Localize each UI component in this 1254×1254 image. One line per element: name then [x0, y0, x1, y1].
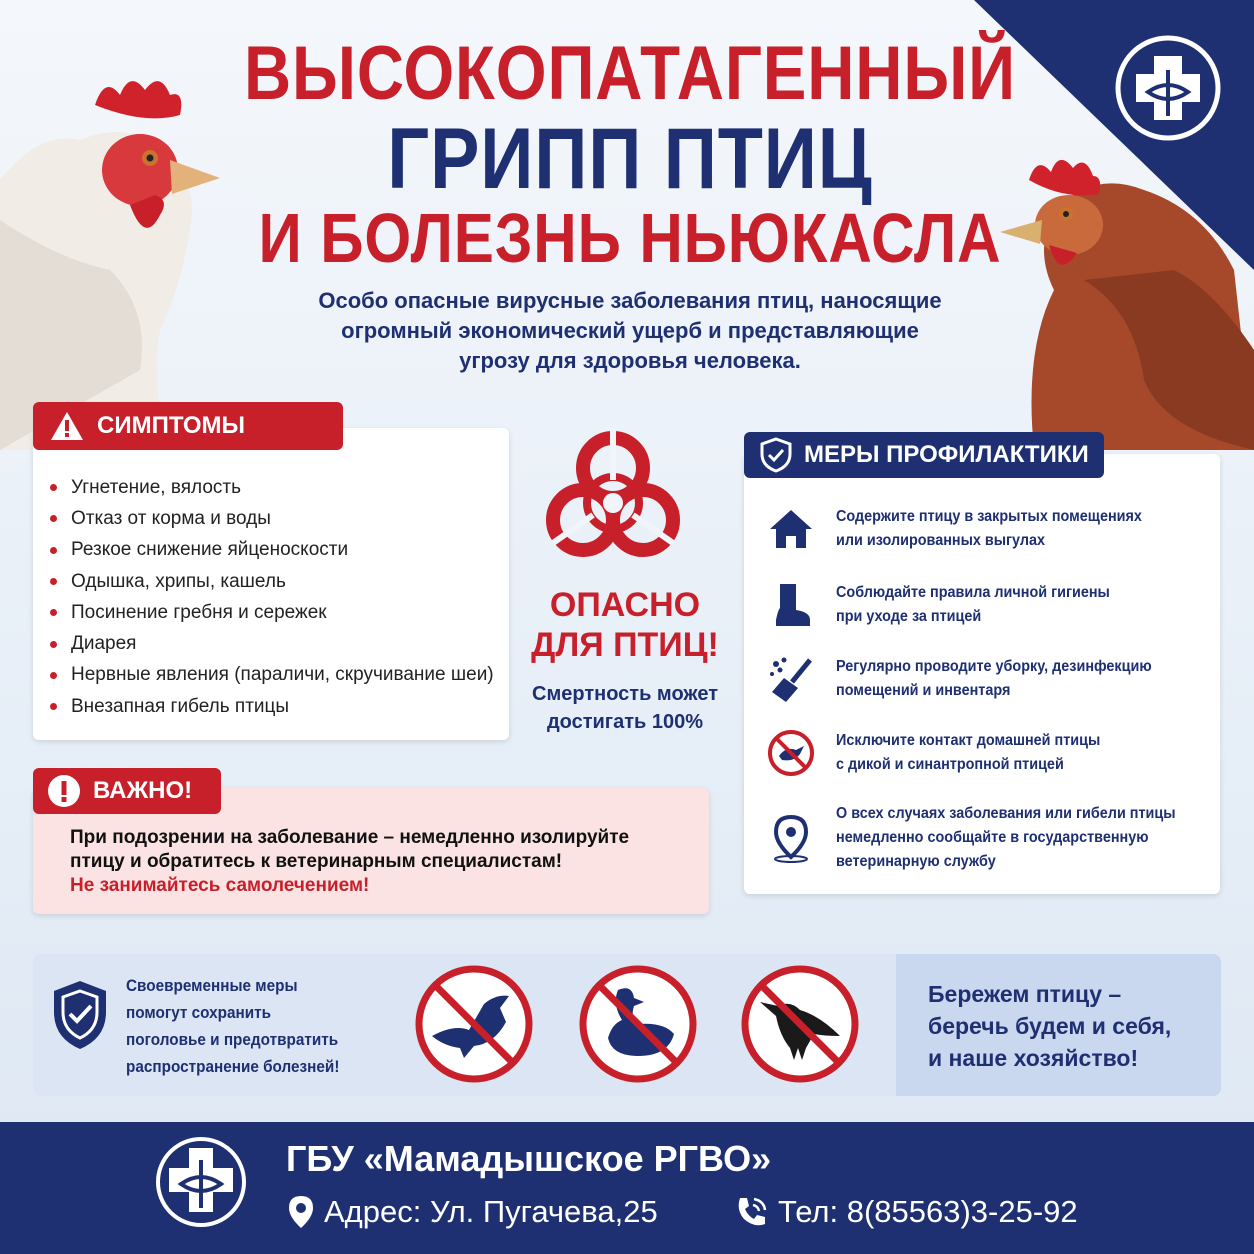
prevention-text-line: с дикой и синантропной птицей	[836, 756, 1064, 773]
house-icon	[766, 504, 816, 554]
symptom-text: Диарея	[71, 633, 137, 655]
prevention-text	[836, 581, 1110, 629]
prevention-item	[766, 654, 1206, 704]
subtitle-line-3: угрозу для здоровья человека.	[459, 348, 801, 373]
prevention-text	[836, 729, 1100, 777]
list-item	[50, 597, 494, 628]
location-pin-icon	[288, 1195, 314, 1229]
prevention-label: МЕРЫ ПРОФИЛАКТИКИ	[804, 441, 1089, 468]
bullet	[50, 641, 57, 648]
important-text	[70, 826, 690, 898]
address-text: Адрес: Ул. Пугачева,25	[324, 1194, 658, 1229]
important-line-1: При подозрении на заболевание – немедленно изолируйте	[70, 827, 630, 848]
no-crow-icon	[740, 964, 860, 1084]
prevention-text	[836, 505, 1142, 553]
bottom-right-line: Бережем птицу –	[928, 981, 1122, 1007]
white-hen-image	[0, 30, 230, 450]
prevention-text-line: помещений и инвентаря	[836, 682, 1011, 699]
vet-cross-logo-icon	[155, 1134, 247, 1230]
vet-cross-logo-icon	[1114, 34, 1222, 142]
subtitle-line-2: огромный экономический ущерб и представляющие	[341, 318, 919, 343]
biohazard-icon	[543, 418, 683, 568]
prevention-text	[836, 802, 1176, 874]
list-item	[50, 503, 494, 534]
shield-check-icon	[760, 437, 792, 473]
symptom-text: Резкое снижение яйценоскости	[71, 539, 349, 561]
symptom-text: Нервные явления (параличи, скручивание шеи)	[71, 664, 494, 686]
phone-icon	[734, 1195, 768, 1229]
title-line-2: ГРИПП ПТИЦ	[387, 111, 873, 207]
bottom-left-line: Своевременные меры	[126, 976, 298, 995]
prevention-text-line: или изолированных выгулах	[836, 532, 1046, 549]
mortality-line-2: достигать 100%	[546, 711, 704, 733]
phone-text: Тел: 8(85563)3-25-92	[778, 1194, 1078, 1229]
subtitle	[250, 286, 1010, 376]
prevention-item	[766, 728, 1206, 778]
prevention-text-line: ветеринарную службу	[836, 853, 996, 870]
footer-phone	[734, 1194, 1078, 1230]
symptom-text: Внезапная гибель птицы	[71, 695, 290, 717]
boot-icon	[766, 580, 816, 630]
mortality-line-1: Смертность может	[532, 683, 718, 705]
bullet	[50, 515, 57, 522]
symptom-text: Угнетение, вялость	[71, 476, 241, 498]
prevention-text-line: Соблюдайте правила личной гигиены	[836, 584, 1110, 601]
symptoms-header	[33, 402, 343, 450]
brown-hen-image	[994, 150, 1254, 450]
danger-warning	[520, 585, 730, 665]
prevention-text-line: Исключите контакт домашней птицы	[836, 732, 1101, 749]
symptom-text: Одышка, хрипы, кашель	[71, 570, 286, 592]
list-item	[50, 472, 494, 503]
symptom-text: Отказ от корма и воды	[71, 507, 271, 529]
list-item	[50, 691, 494, 722]
prevention-item	[766, 580, 1206, 630]
bottom-left-line: поголовье и предотвратить	[126, 1030, 339, 1049]
prevention-text-line: при уходе за птицей	[836, 608, 982, 625]
bullet	[50, 703, 57, 710]
list-item	[50, 628, 494, 659]
bottom-left-line: помогут сохранить	[126, 1003, 272, 1022]
prevention-text	[836, 655, 1152, 703]
prevention-item	[766, 504, 1206, 554]
prevention-header	[744, 432, 1104, 478]
prevention-text-line: Содержите птицу в закрытых помещениях	[836, 508, 1142, 525]
title-line-1: ВЫСОКОПАТАГЕННЫЙ	[243, 31, 1017, 116]
list-item	[50, 535, 494, 566]
bullet	[50, 484, 57, 491]
important-line-2: птицу и обратитесь к ветеринарным специалистам!	[70, 851, 563, 872]
symptoms-list	[50, 472, 494, 722]
bullet	[50, 547, 57, 554]
symptom-text: Посинение гребня и сережек	[71, 601, 327, 623]
subtitle-line-1: Особо опасные вирусные заболевания птиц, наносящие	[318, 288, 942, 313]
prevention-item	[766, 802, 1206, 874]
important-header	[33, 768, 221, 814]
warning-triangle-icon	[49, 410, 85, 442]
list-item	[50, 566, 494, 597]
no-pigeon-icon	[414, 964, 534, 1084]
danger-line-2: ДЛЯ ПТИЦ!	[531, 626, 719, 664]
bullet	[50, 578, 57, 585]
no-duck-icon	[578, 964, 698, 1084]
title-line-3: И БОЛЕЗНЬ НЬЮКАСЛА	[258, 199, 1002, 277]
no-contact-icon	[766, 728, 816, 778]
danger-line-1: ОПАСНО	[549, 586, 701, 624]
prevention-text-line: Регулярно проводите уборку, дезинфекцию	[836, 658, 1152, 675]
bullet	[50, 672, 57, 679]
bottom-left-text	[126, 972, 369, 1080]
exclamation-circle-icon	[47, 774, 81, 808]
organization-name: ГБУ «Мамадышское РГВО»	[286, 1138, 772, 1179]
prevention-text-line: немедленно сообщайте в государственную	[836, 829, 1149, 846]
important-line-3: Не занимайтесь самолечением!	[70, 875, 370, 896]
important-label: ВАЖНО!	[93, 777, 193, 804]
bottom-left-line: распространение болезней!	[126, 1057, 340, 1076]
list-item	[50, 660, 494, 691]
mortality-note	[520, 680, 730, 736]
bullet	[50, 609, 57, 616]
bottom-right-line: беречь будем и себя,	[928, 1013, 1172, 1039]
bottom-right-line: и наше хозяйство!	[928, 1045, 1139, 1071]
prevention-text-line: О всех случаях заболевания или гибели птицы	[836, 805, 1176, 822]
bottom-right-text	[928, 978, 1208, 1074]
location-pin-icon	[766, 813, 816, 863]
shield-check-icon	[50, 978, 110, 1052]
symptoms-label: СИМПТОМЫ	[97, 412, 246, 439]
footer-address	[288, 1194, 658, 1230]
disinfection-icon	[766, 654, 816, 704]
